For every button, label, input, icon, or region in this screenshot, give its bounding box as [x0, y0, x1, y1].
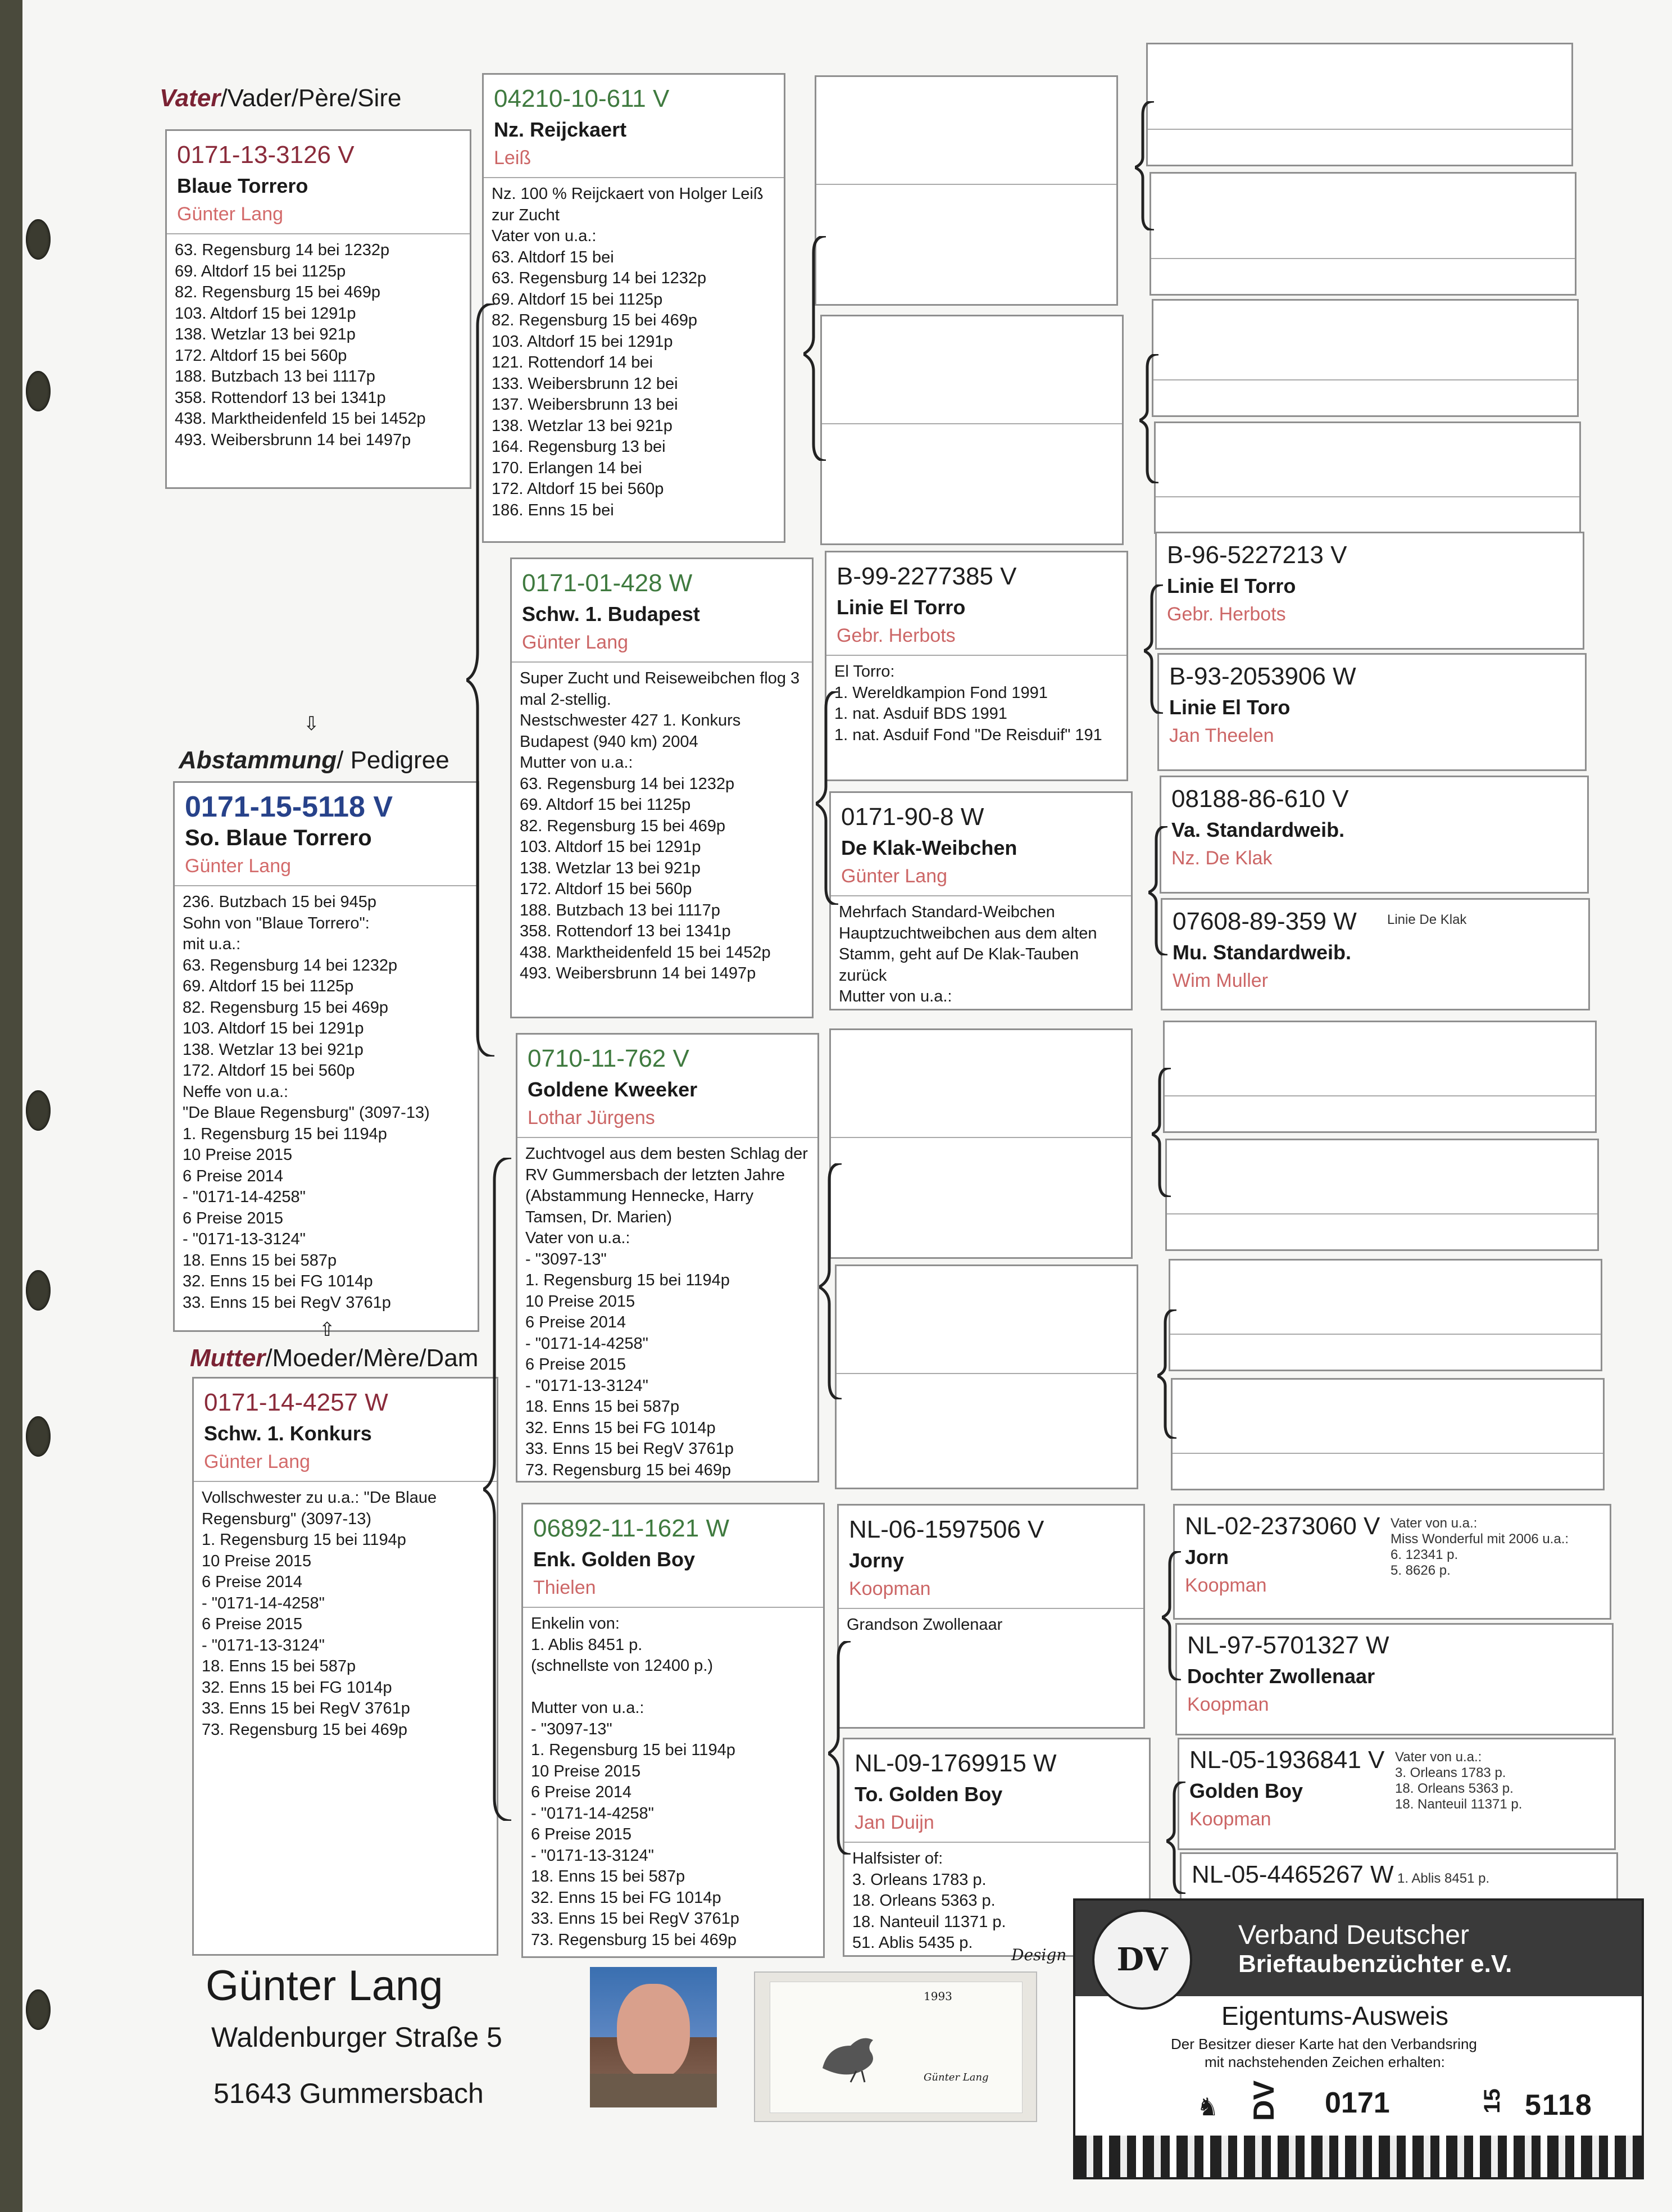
shirt-shape [590, 2074, 717, 2107]
ancestor-card [1160, 776, 1589, 894]
breeder-name: Koopman [1185, 1575, 1267, 1596]
arrow-up-icon: ⇧ [319, 1319, 335, 1340]
brace-connector [483, 1158, 517, 1821]
ownership-card [1073, 1898, 1644, 2179]
pedigree-label: Abstammung/ Pedigree [179, 746, 449, 774]
ring-number: NL-05-4465267 W [1192, 1861, 1394, 1888]
great-grandsire-card [837, 1504, 1145, 1729]
ring-number: 04210-10-611 V [494, 85, 670, 112]
note-text: 1. Ablis 8451 p. [1397, 1871, 1490, 1886]
pigeon-name: Schw. 1. Konkurs [204, 1422, 372, 1445]
ring-number: 08188-86-610 V [1171, 785, 1349, 813]
pigeon-name: Linie El Torro [837, 596, 966, 619]
owner-city: 51643 Gummersbach [213, 2078, 484, 2109]
breeder-name: Gebr. Herbots [1167, 604, 1286, 625]
great-granddam-card [829, 791, 1133, 1010]
line-note: Linie De Klak [1387, 912, 1467, 927]
performance-text: Nz. 100 % Reijckaert von Holger Leiß zur Zucht Vater von u.a.: 63. Altdorf 15 bei 63. Regensburg 14 bei 1232p 69. Altdorf 15 bei 1125p 82. Regensburg 15 bei 469p 103. Altdorf 15 bei 1291p 121. Rottendorf 14 bei 133. Weibersbrunn 12 bei 137. Weibersbrunn 13 bei 138. Wetzlar 13 bei 921p 164. Regensburg 13 bei 170. Erlangen 14 bei 172. Altdorf 15 bei 560p 186. Enns 15 bei [492, 185, 764, 519]
empty-ancestor-card [1152, 299, 1579, 417]
owner-name: Günter Lang [206, 1962, 443, 2010]
breeder-name: Gebr. Herbots [837, 625, 956, 646]
breeder-name: Günter Lang [177, 203, 284, 225]
ring-number: B-99-2277385 V [837, 563, 1017, 590]
pigeon-name: Linie El Toro [1169, 696, 1291, 719]
frame-inner [770, 1982, 1023, 2113]
breeder-name: Thielen [533, 1577, 596, 1598]
granddam-sire-card [510, 557, 814, 1018]
sire-card [165, 129, 471, 489]
brace-connector [1166, 1782, 1189, 1894]
brace-connector [803, 236, 832, 461]
owner-photo [590, 1967, 717, 2107]
empty-ancestor-card [815, 75, 1118, 306]
pigeon-name: Jorn [1185, 1545, 1229, 1569]
arrow-down-icon: ⇩ [303, 713, 320, 735]
brace-connector [1152, 1068, 1174, 1197]
ring-number: 0710-11-762 V [528, 1045, 689, 1072]
owner-street: Waldenburger Straße 5 [211, 2021, 502, 2053]
ring-number: NL-09-1769915 W [855, 1749, 1057, 1777]
performance-text: Zuchtvogel aus dem besten Schlag der RV Gummersbach der letzten Jahre (Abstammung Hennecke, Harry Tamsen, Dr. Marien) Vater von u.a.: - "3097-13" 1. Regensburg 15 bei 1194p 10 Preise 2015 6 Preise 2014 - "0171-14-4258" 6 Preise 2015 - "0171-13-3124" 18. Enns 15 bei 587p 32. Enns 15 bei FG 1014p 33. Enns 15 bei RegV 3761p 73. Regensburg 15 bei 469p [525, 1145, 808, 1479]
ring-number: 0171-13-3126 V [177, 141, 355, 169]
pigeon-icon [811, 2023, 890, 2085]
brace-connector [816, 691, 844, 905]
breeder-name: Koopman [1189, 1808, 1271, 1830]
ring-number: 0171-90-8 W [841, 803, 984, 831]
performance-text: Grandson Zwollenaar [847, 1616, 1003, 1634]
brace-connector [828, 1641, 856, 1855]
ring-number: NL-02-2373060 V [1185, 1512, 1380, 1540]
dv-emblem-letters: DV [1116, 1941, 1168, 1978]
org-name-line2: Brieftaubenzüchter e.V. [1238, 1950, 1512, 1978]
punch-hole [26, 219, 51, 260]
grandsire-sire-card [482, 73, 785, 543]
pedigree-sheet [22, 0, 1672, 2212]
pigeon-name: So. Blaue Torrero [185, 826, 372, 850]
photo-signature: Günter Lang [924, 2072, 989, 2083]
ring-dv: DV [1248, 2080, 1281, 2122]
performance-text: Super Zucht und Reiseweibchen flog 3 mal 2-stellig. Nestschwester 427 1. Konkurs Budapest (940 km) 2004 Mutter von u.a.: 63. Regensburg 14 bei 1232p 69. Altdorf 15 bei 1125p 82. Regensburg 15 bei 469p 103. Altdorf 15 bei 1291p 138. Wetzlar 13 bei 921p 172. Altdorf 15 bei 560p 188. Butzbach 13 bei 1117p 358. Rottendorf 13 bei 1341p 438. Marktheidenfeld 15 bei 1452p 493. Weibersbrunn 14 bei 1497p [520, 669, 800, 982]
note-text: Vater von u.a.: Miss Wonderful mit 2006 u.a.: 6. 12341 p. 5. 8626 p. [1391, 1516, 1569, 1578]
year-label: 1993 [924, 1989, 952, 2003]
performance-text: Vollschwester zu u.a.: "De Blaue Regensburg" (3097-13) 1. Regensburg 15 bei 1194p 10 Preise 2015 6 Preise 2014 - "0171-14-4258" 6 Preise 2015 - "0171-13-3124" 18. Enns 15 bei 587p 32. Enns 15 bei FG 1014p 33. Enns 15 bei RegV 3761p 73. Regensburg 15 bei 469p [202, 1489, 437, 1739]
brace-connector [1139, 354, 1162, 483]
ancestor-card [1161, 898, 1590, 1010]
breeder-name: Günter Lang [841, 865, 948, 887]
framed-pigeon-photo [754, 1971, 1037, 2122]
brace-connector [1162, 1551, 1184, 1680]
pigeon-name: Nz. Reijckaert [494, 118, 627, 141]
empty-ancestor-card [820, 315, 1124, 545]
ring-number: B-93-2053906 W [1169, 663, 1356, 690]
breeder-name: Günter Lang [204, 1451, 311, 1472]
pigeon-name: De Klak-Weibchen [841, 836, 1017, 859]
performance-text: Enkelin von: 1. Ablis 8451 p. (schnellste von 12400 p.) Mutter von u.a.: - "3097-13" 1. Regensburg 15 bei 1194p 10 Preise 2015 6 Preise 2014 - "0171-14-4258" 6 Preise 2015 - "0171-13-3124" 18. Enns 15 bei 587p 32. Enns 15 bei FG 1014p 33. Enns 15 bei RegV 3761p 73. Regensburg 15 bei 469p [531, 1615, 739, 1949]
breeder-name: Günter Lang [522, 632, 629, 653]
pigeon-name: Jorny [849, 1549, 905, 1572]
pigeon-name: Dochter Zwollenaar [1187, 1665, 1375, 1688]
org-name-line1: Verband Deutscher [1238, 1920, 1469, 1950]
granddam-dam-card [521, 1503, 825, 1958]
ring-number: NL-97-5701327 W [1187, 1631, 1389, 1659]
breeder-name: Nz. De Klak [1171, 847, 1273, 869]
pigeon-name: Enk. Golden Boy [533, 1548, 696, 1571]
ring-number: 06892-11-1621 W [533, 1515, 729, 1542]
pigeon-name: Linie El Torro [1167, 574, 1296, 597]
punch-hole [26, 371, 51, 411]
brace-connector [1135, 101, 1157, 230]
brace-connector [466, 303, 500, 1057]
breeder-name: Leiß [494, 147, 531, 169]
grandsire-dam-card [516, 1033, 819, 1483]
dam-label: Mutter/Moeder/Mère/Dam [190, 1344, 479, 1372]
ring-number: B-96-5227213 V [1167, 541, 1347, 569]
design-credit: Design [1011, 1946, 1067, 1964]
dv-emblem [1092, 1910, 1192, 2010]
punch-hole [26, 1416, 51, 1457]
ring-number: NL-06-1597506 V [849, 1516, 1044, 1543]
breeder-name: Koopman [849, 1578, 931, 1599]
ring-serial: 5118 [1525, 2089, 1593, 2122]
empty-ancestor-card [1171, 1378, 1605, 1490]
breeder-name: Jan Theelen [1169, 725, 1274, 746]
note-text: Vater von u.a.: 3. Orleans 1783 p. 18. Orleans 5363 p. 18. Nanteuil 11371 p. [1395, 1749, 1523, 1812]
ring-number: 0171-01-428 W [522, 569, 693, 597]
ancestor-card [1157, 653, 1587, 771]
ring-number: NL-05-1936841 V [1189, 1746, 1385, 1774]
empty-ancestor-card [1165, 1139, 1599, 1251]
ancestor-card [1155, 532, 1584, 650]
breeder-name: Günter Lang [185, 855, 292, 877]
empty-ancestor-card [1150, 172, 1576, 296]
sire-label: Vater/Vader/Père/Sire [160, 84, 402, 112]
ancestor-card [1175, 1623, 1614, 1735]
ring-year: 15 [1479, 2088, 1505, 2114]
brace-connector [1157, 1309, 1180, 1439]
ancestor-card [1180, 1852, 1618, 1903]
great-grandsire-card [825, 551, 1128, 781]
ring-number: 0171-14-4257 W [204, 1389, 388, 1416]
ring-number: 07608-89-359 W [1173, 908, 1357, 935]
pigeon-name: Goldene Kweeker [528, 1078, 698, 1101]
punch-hole [26, 1270, 51, 1311]
brace-connector [1148, 826, 1171, 955]
empty-ancestor-card [1169, 1259, 1602, 1371]
punch-hole [26, 1989, 51, 2030]
ring-emblem-icon: ♞ [1197, 2093, 1219, 2121]
punch-hole [26, 1090, 51, 1131]
brace-connector [819, 1163, 847, 1399]
card-subtext-2: mit nachstehenden Zeichen erhalten: [1205, 2054, 1445, 2070]
ancestor-card [1173, 1504, 1611, 1620]
performance-text: El Torro: 1. Wereldkampion Fond 1991 1. nat. Asduif BDS 1991 1. nat. Asduif Fond "De Reisduif" 191 [834, 663, 1102, 744]
breeder-name: Wim Muller [1173, 970, 1268, 991]
breeder-name: Lothar Jürgens [528, 1107, 655, 1128]
subject-card [173, 781, 479, 1332]
dam-card [192, 1377, 498, 1956]
empty-ancestor-card [1154, 421, 1581, 534]
brace-connector [1144, 584, 1166, 714]
ring-number: 0171-15-5118 V [185, 791, 393, 823]
card-subtext-1: Der Besitzer dieser Karte hat den Verbandsring [1171, 2036, 1477, 2052]
ring-association-number: 0171 [1325, 2087, 1390, 2119]
pigeon-name: Va. Standardweib. [1171, 818, 1345, 841]
face-shape [617, 1984, 690, 2079]
performance-text: Mehrfach Standard-Weibchen Hauptzuchtweibchen aus dem alten Stamm, geht auf De Klak-Tauben zurück Mutter von u.a.: [839, 903, 1097, 1005]
pigeon-name: Blaue Torrero [177, 174, 308, 197]
breeder-name: Jan Duijn [855, 1812, 934, 1833]
empty-ancestor-card [1146, 43, 1573, 166]
card-title: Eigentums-Ausweis [1221, 2001, 1448, 2030]
card-ornament-border [1075, 2136, 1642, 2177]
performance-text: 63. Regensburg 14 bei 1232p 69. Altdorf 15 bei 1125p 82. Regensburg 15 bei 469p 103. Altdorf 15 bei 1291p 138. Wetzlar 13 bei 921p 172. Altdorf 15 bei 560p 188. Butzbach 13 bei 1117p 358. Rottendorf 13 bei 1341p 438. Marktheidenfeld 15 bei 1452p 493. Weibersbrunn 14 bei 1497p [175, 241, 426, 449]
pigeon-name: Mu. Standardweib. [1173, 941, 1352, 964]
pigeon-name: Schw. 1. Budapest [522, 602, 700, 625]
empty-ancestor-card [829, 1028, 1133, 1259]
empty-ancestor-card [835, 1264, 1138, 1489]
pigeon-name: To. Golden Boy [855, 1783, 1003, 1806]
breeder-name: Koopman [1187, 1694, 1269, 1715]
empty-ancestor-card [1163, 1021, 1597, 1133]
pigeon-name: Golden Boy [1189, 1779, 1303, 1802]
performance-text: 236. Butzbach 15 bei 945p Sohn von "Blaue Torrero": mit u.a.: 63. Regensburg 14 bei 1232p 69. Altdorf 15 bei 1125p 82. Regensburg 15 bei 469p 103. Altdorf 15 bei 1291p 138. Wetzlar 13 bei 921p 172. Altdorf 15 bei 560p Neffe von u.a.: "De Blaue Regensburg" (3097-13) 1. Regensburg 15 bei 1194p 10 Preise 2015 6 Preise 2014 - "0171-14-4258" 6 Preise 2015 - "0171-13-3124" 18. Enns 15 bei 587p 32. Enns 15 bei FG 1014p 33. Enns 15 bei RegV 3761p [183, 893, 430, 1312]
performance-text: Halfsister of: 3. Orleans 1783 p. 18. Orleans 5363 p. 18. Nanteuil 11371 p. 51. Ablis 5435 p. [852, 1850, 1006, 1952]
ancestor-card [1178, 1738, 1616, 1850]
